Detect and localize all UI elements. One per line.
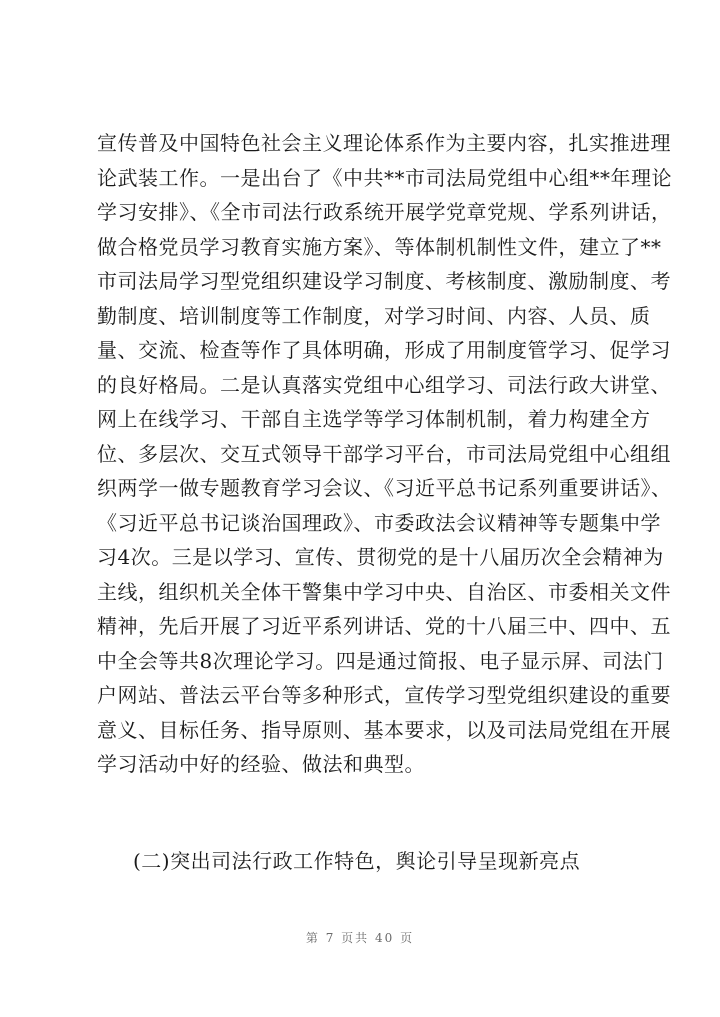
text-line: 学习安排》、《全市司法行政系统开展学党章党规、学系列讲话，	[97, 200, 672, 224]
text-line: 户网站、普法云平台等多种形式，宣传学习型党组织建设的重要	[97, 683, 671, 707]
body-paragraph	[97, 126, 672, 782]
text-line: 做合格党员学习教育实施方案》、等体制机制性文件，建立了**	[97, 234, 662, 259]
text-line: 市司法局学习型党组织建设学习制度、考核制度、激励制度、考	[97, 269, 671, 293]
text-line: 位、多层次、交互式领导干部学习平台，市司法局党组中心组组	[97, 441, 671, 466]
text-line: 主线，组织机关全体干警集中学习中央、自治区、市委相关文件	[97, 579, 671, 604]
text-line: 宣传普及中国特色社会主义理论体系作为主要内容，扎实推进理	[97, 131, 671, 155]
text-line: 中全会等共8次理论学习。四是通过简报、电子显示屏、司法门	[97, 648, 664, 673]
page-footer: 第 7 页共 40 页	[305, 931, 415, 945]
text-line: 精神，先后开展了习近平系列讲话、党的十八届三中、四中、五	[97, 614, 671, 638]
section-heading: (二)突出司法行政工作特色，舆论引导呈现新亮点	[133, 849, 581, 873]
text-line: 学习活动中好的经验、做法和典型。	[97, 752, 425, 776]
text-line: 的良好格局。二是认真落实党组中心组学习、司法行政大讲堂、	[97, 372, 671, 397]
text-line: 勤制度、培训制度等工作制度，对学习时间、内容、人员、质	[97, 303, 651, 328]
text-line: 意义、目标任务、指导原则、基本要求，以及司法局党组在开展	[97, 717, 671, 742]
text-line: 习4次。三是以学习、宣传、贯彻党的是十八届历次全会精神为	[97, 545, 664, 569]
text-line: 织两学一做专题教育学习会议、《习近平总书记系列重要讲话》、	[97, 476, 672, 500]
text-line: 《习近平总书记谈治国理政》、市委政法会议精神等专题集中学	[97, 510, 661, 535]
text-line: 论武装工作。一是出台了《中共**市司法局党组中心组**年理论	[97, 165, 672, 190]
text-line: 网上在线学习、干部自主选学等学习体制机制，着力构建全方	[97, 407, 651, 431]
text-line: 量、交流、检查等作了具体明确，形成了用制度管学习、促学习	[97, 338, 671, 362]
